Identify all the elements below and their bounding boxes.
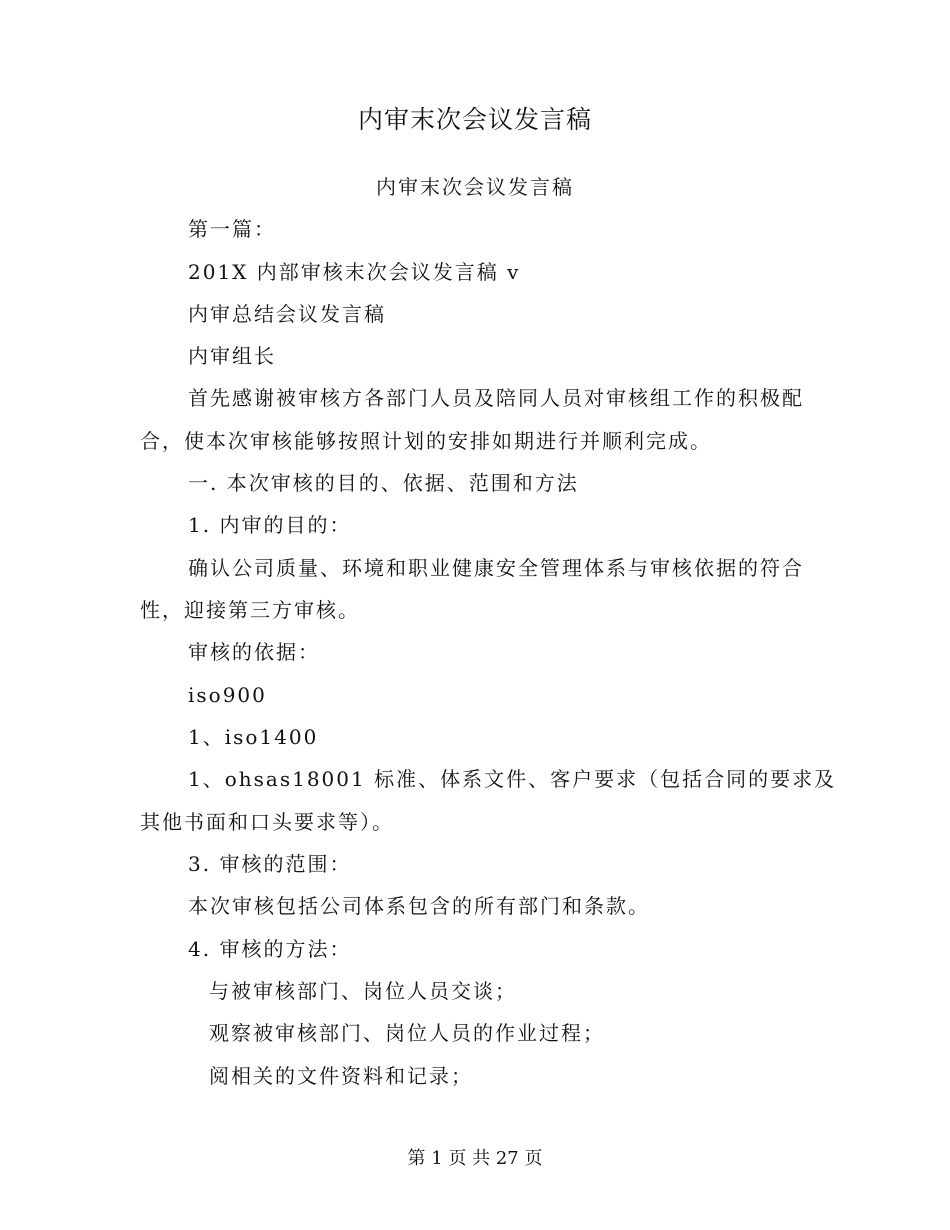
- subsection-heading: 1. 内审的目的：: [188, 513, 352, 537]
- page-number-footer: 第 1 页 共 27 页: [407, 1148, 543, 1169]
- paragraph-line: 其他书面和口头要求等）。: [140, 810, 394, 834]
- paragraph-line: 确认公司质量、环境和职业健康安全管理体系与审核依据的符合: [188, 556, 804, 580]
- list-item: 阅相关的文件资料和记录；: [209, 1064, 473, 1088]
- paragraph-line: 合，使本次审核能够按照计划的安排如期进行并顺利完成。: [140, 429, 712, 453]
- subsection-heading: 4. 审核的方法：: [188, 937, 352, 961]
- paragraph-line: 1、ohsas18001 标准、体系文件、客户要求（包括合同的要求及: [188, 767, 837, 791]
- paragraph-line: 内审总结会议发言稿: [188, 302, 386, 326]
- document-title: 内审末次会议发言稿: [357, 105, 592, 134]
- list-item: 观察被审核部门、岗位人员的作业过程；: [209, 1021, 605, 1045]
- paragraph-line: iso900: [188, 683, 267, 707]
- paragraph-line: 性，迎接第三方审核。: [140, 598, 360, 622]
- list-item: 与被审核部门、岗位人员交谈；: [209, 979, 517, 1003]
- document-subtitle: 内审末次会议发言稿: [376, 175, 574, 199]
- paragraph-line: 审核的依据：: [188, 640, 320, 664]
- paragraph-line: 1、iso1400: [188, 725, 319, 749]
- paragraph-line: 首先感谢被审核方各部门人员及陪同人员对审核组工作的积极配: [188, 386, 804, 410]
- paragraph-line: 第一篇：: [188, 217, 276, 241]
- section-heading: 一. 本次审核的目的、依据、范围和方法: [188, 471, 579, 495]
- paragraph-line: 内审组长: [188, 344, 276, 368]
- paragraph-line: 本次审核包括公司体系包含的所有部门和条款。: [188, 894, 650, 918]
- subsection-heading: 3. 审核的范围：: [188, 852, 352, 876]
- paragraph-line: 201X 内部审核末次会议发言稿 v: [188, 260, 521, 284]
